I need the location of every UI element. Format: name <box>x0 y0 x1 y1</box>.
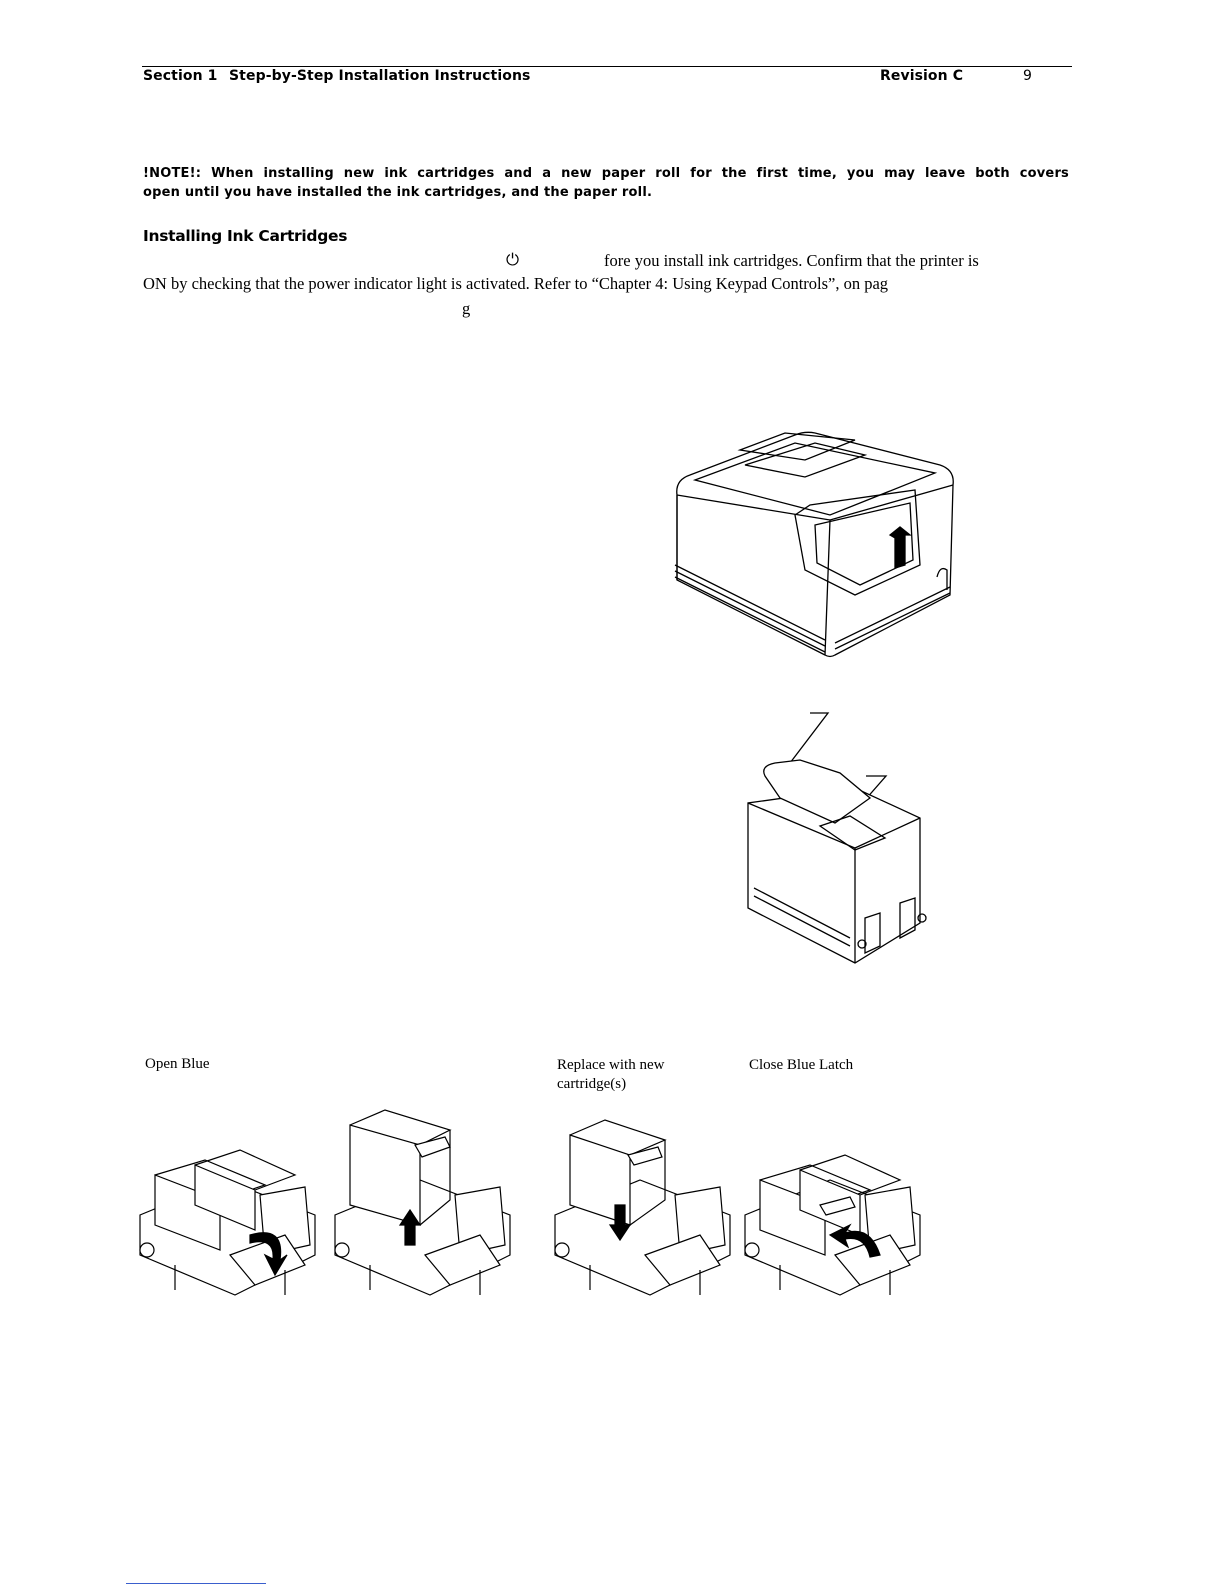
insert-cartridge-illustration <box>550 1105 735 1300</box>
note-line-1: !NOTE!: When installing new ink cartridges and a new paper roll for the first time, you may leave both covers <box>143 166 1069 181</box>
close-latch-illustration <box>740 1105 925 1300</box>
section-heading: Installing Ink Cartridges <box>143 227 348 245</box>
body-line-2: ON by checking that the power indicator light is activated. Refer to “Chapter 4: Using Keypad Controls”, on pag <box>143 274 889 293</box>
power-icon: ⏻ <box>506 250 520 269</box>
header-title: Step-by-Step Installation Instructions <box>229 68 531 84</box>
remove-cartridge-illustration <box>330 1105 515 1300</box>
open-latch-illustration <box>135 1105 320 1300</box>
caption-open-blue: Open Blue <box>145 1056 210 1072</box>
caption-close-latch: Close Blue Latch <box>749 1057 854 1073</box>
page-number: 9 <box>1023 68 1033 84</box>
ink-cartridge-illustration <box>740 708 930 970</box>
printer-illustration <box>665 415 965 670</box>
header-section: Section 1 <box>143 68 218 84</box>
body-line-1: fore you install ink cartridges. Confirm that the printer is <box>604 251 979 270</box>
caption-replace: Replace with new cartridge(s) <box>557 1057 665 1092</box>
note-paragraph <box>143 164 1069 202</box>
note-line-2: open until you have installed the ink cartridges, and the paper roll. <box>143 185 653 200</box>
header-revision: Revision C <box>880 68 964 84</box>
footer-link-underline <box>126 1583 266 1584</box>
body-line-3: g <box>462 299 471 318</box>
header-rule <box>142 66 1072 67</box>
